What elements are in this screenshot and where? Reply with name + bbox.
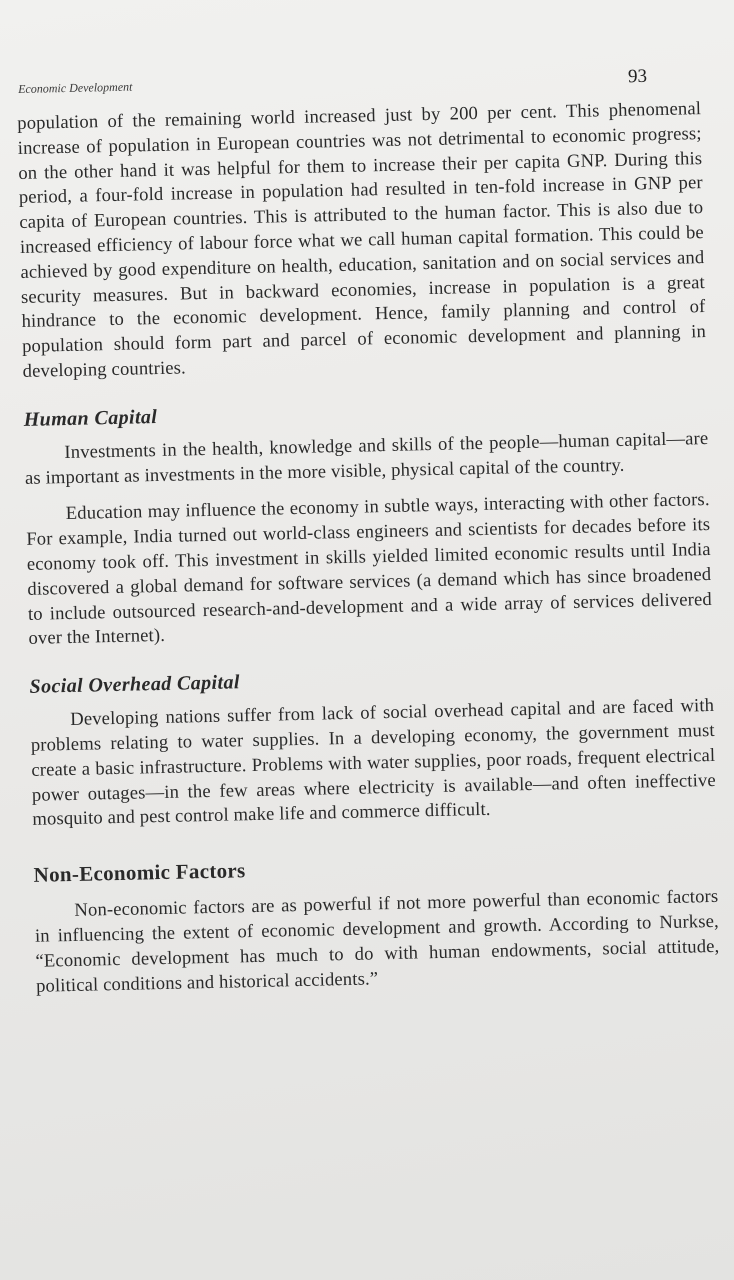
section-heading-social-overhead-capital: Social Overhead Capital [29,671,241,699]
paragraph-social-overhead-1: Developing nations suffer from lack of social overhead capital and are faced with problems relating to water supplies. In a developing economy, the government must create a basic infrastructure. Problems with water supplies, poor roads, frequent electrical power outages—in the few areas where electricity is available—and often ineffective mosquito and pest control make life and commerce difficult. [30,695,716,831]
running-head: Economic Development [18,79,133,96]
paragraph-human-capital-1: Investments in the health, knowledge and skills of the people—human capital—are as important as investments in the more visible, physical capital of the country. [24,427,709,489]
page-number: 93 [627,65,648,88]
paragraph-human-capital-2: Education may influence the economy in subtle ways, interacting with other factors. For example, India turned out world-class engineers and scientists for decades before its economy took off. This investment in skills yielded limited economic results until India discovered a global demand for software services (a demand which has since broadened to include outsourced research-and-development and a wide array of services delivered over the Internet). [26,489,713,650]
paragraph-population: population of the remaining world increased just by 200 per cent. This phenomenal increase of population in European countries was not detrimental to economic progress; on the other hand it was helpful for them to increase their per capita GNP. During this period, a four-fold increase in population had resulted in ten-fold increase in GNP per capita of European countries. This is attributed to the human factor. This is also due to increased efficiency of labour force what we call human capital formation. This could be achieved by good expenditure on health, education, sanitation and on social services and security measures. But in backward economies, increase in population is a great hindrance to the economic development. Hence, family planning and control of population should form part and parcel of economic development and planning in developing countries. [17,98,707,382]
paragraph-non-economic-1: Non-economic factors are as powerful if not more powerful than economic factors in influencing the extent of economic development and growth. According to Nurkse, “Economic development has much to do with human endowments, social attitude, political conditions and historical accidents.” [34,886,720,997]
section-heading-human-capital: Human Capital [23,405,158,431]
page-body [17,97,720,999]
section-heading-non-economic-factors: Non-Economic Factors [33,858,246,887]
